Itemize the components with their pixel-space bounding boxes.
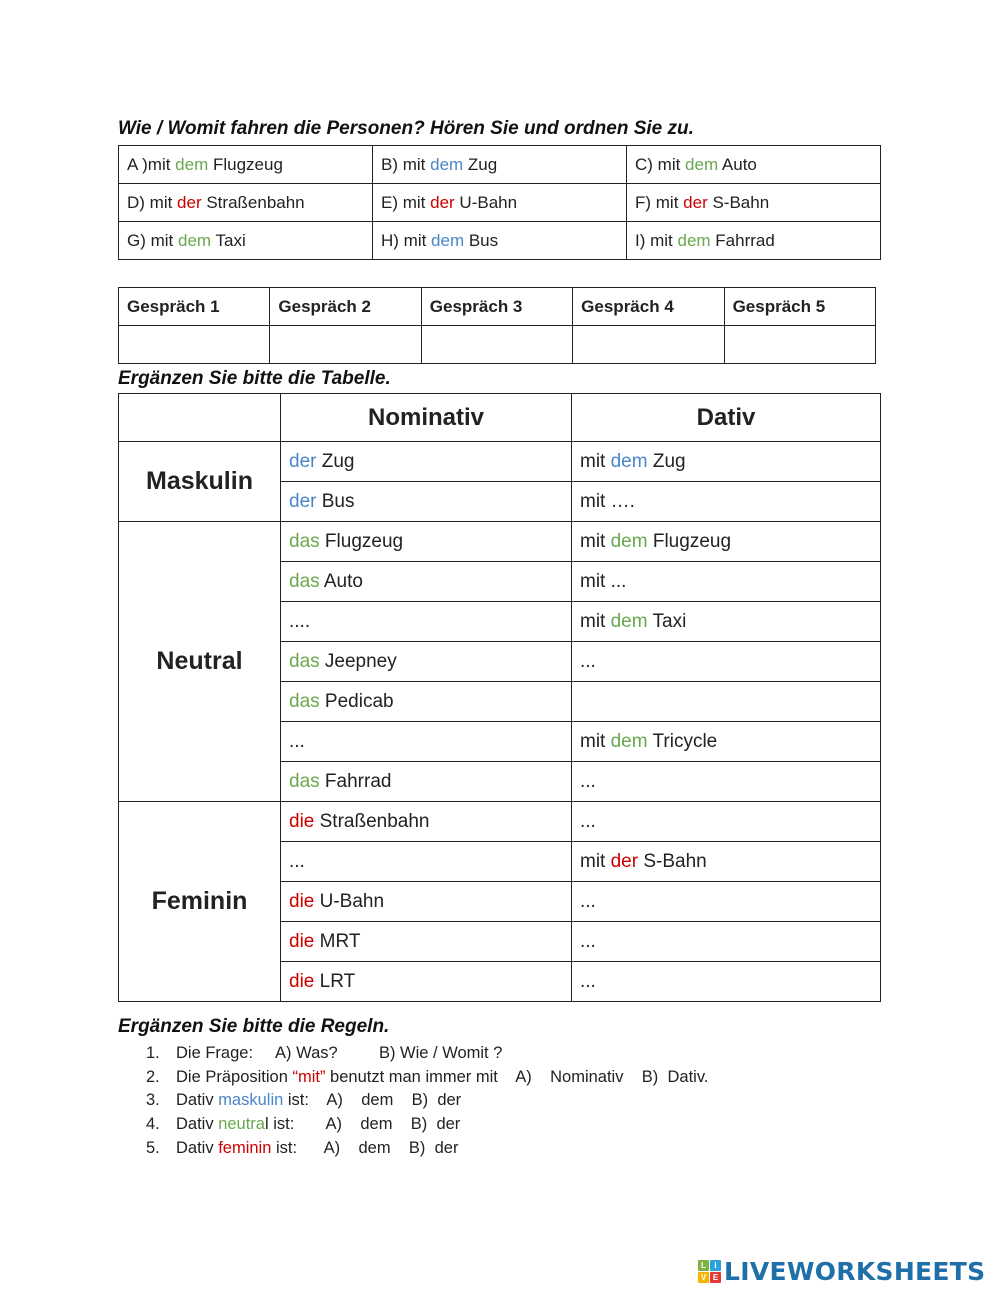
option-article: der [430, 192, 455, 212]
option-noun: Straßenbahn [201, 192, 305, 212]
nominativ-cell[interactable] [281, 682, 572, 722]
section1-title: Wie / Womit fahren die Personen? Hören Sie und ordnen Sie zu. [118, 118, 694, 139]
rule-text: Die Frage: A) Was? B) Wie / Womit ? [176, 1044, 503, 1062]
dativ-article: der [610, 850, 639, 872]
conversation-answer-field[interactable] [270, 326, 421, 364]
dativ-prefix: ... [580, 930, 596, 952]
dativ-noun: Tricycle [647, 730, 718, 752]
nominativ-cell[interactable] [281, 442, 572, 482]
nominativ-cell[interactable] [281, 482, 572, 522]
gender-label: Maskulin [119, 442, 281, 522]
case-row [119, 442, 881, 482]
nominativ-noun: Straßenbahn [314, 810, 430, 832]
rule-item [146, 1137, 708, 1161]
rule-text: Dativ [176, 1138, 219, 1157]
conversation-header: Gespräch 3 [421, 288, 572, 326]
option-article: der [683, 192, 708, 212]
option-prefix: I) mit [635, 230, 678, 250]
rule-number: 1. [146, 1044, 160, 1062]
nominativ-article: das [289, 690, 320, 712]
conversation-header: Gespräch 1 [119, 288, 270, 326]
nominativ-noun: LRT [314, 970, 356, 992]
rule-text: l ist: A) dem B) der [264, 1115, 461, 1134]
rule-item [146, 1042, 708, 1066]
nominativ-cell[interactable] [281, 802, 572, 842]
dativ-cell[interactable] [572, 922, 881, 962]
conversation-answer-table [118, 287, 876, 364]
dativ-cell[interactable] [572, 562, 881, 602]
nominativ-article: die [289, 810, 315, 832]
conversation-answer-field[interactable] [724, 326, 875, 364]
option-noun: Taxi [211, 230, 246, 250]
nominativ-article: das [289, 570, 320, 592]
dativ-prefix: ... [580, 810, 596, 832]
dativ-article: dem [610, 610, 648, 632]
rule-item [146, 1113, 708, 1137]
header-nominativ: Nominativ [281, 394, 572, 442]
case-row [119, 802, 881, 842]
dativ-cell[interactable] [572, 722, 881, 762]
option-cell [119, 146, 373, 184]
nominativ-noun: Bus [316, 490, 355, 512]
header-empty-cell [119, 394, 281, 442]
option-prefix: B) mit [381, 154, 431, 174]
rule-number: 4. [146, 1115, 160, 1134]
nominativ-article: der [289, 450, 317, 472]
dativ-prefix: mit [580, 610, 611, 632]
dativ-prefix: mit [580, 850, 611, 872]
nominativ-noun: Pedicab [319, 690, 394, 712]
option-article: dem [175, 154, 209, 174]
case-row [119, 522, 881, 562]
nominativ-article: die [289, 890, 315, 912]
liveworksheets-logo-icon [698, 1260, 721, 1283]
dativ-cell[interactable] [572, 442, 881, 482]
nominativ-article: die [289, 970, 315, 992]
option-article: dem [685, 154, 719, 174]
conversation-answer-field[interactable] [573, 326, 724, 364]
header-dativ: Dativ [572, 394, 881, 442]
dativ-cell[interactable] [572, 602, 881, 642]
option-noun: S-Bahn [707, 192, 770, 212]
option-prefix: H) mit [381, 230, 432, 250]
option-prefix: C) mit [635, 154, 686, 174]
transport-options-table [118, 145, 881, 260]
nominativ-cell[interactable] [281, 962, 572, 1002]
option-noun: Flugzeug [208, 154, 283, 174]
dativ-article: dem [610, 450, 648, 472]
option-prefix: A )mit [127, 154, 176, 174]
option-article: dem [431, 230, 465, 250]
logo-tile: I [710, 1260, 721, 1271]
rule-text: “mit” [292, 1067, 326, 1086]
nominativ-noun: ... [289, 730, 305, 752]
rule-text: ist: A) dem B) der [283, 1091, 462, 1110]
dativ-cell[interactable] [572, 802, 881, 842]
options-row [119, 222, 881, 260]
nominativ-article: das [289, 770, 320, 792]
options-row [119, 184, 881, 222]
dativ-prefix: mit …. [580, 490, 635, 512]
rule-number: 2. [146, 1067, 160, 1086]
dativ-cell[interactable] [572, 842, 881, 882]
option-cell [627, 222, 881, 260]
option-article: dem [178, 230, 212, 250]
nominativ-article: die [289, 930, 315, 952]
nominativ-noun: U-Bahn [314, 890, 385, 912]
nominativ-cell[interactable] [281, 762, 572, 802]
nominativ-cell[interactable] [281, 842, 572, 882]
dativ-prefix: ... [580, 970, 596, 992]
conversation-header: Gespräch 4 [573, 288, 724, 326]
nominativ-noun: ... [289, 850, 305, 872]
nominativ-cell[interactable] [281, 562, 572, 602]
option-cell [119, 184, 373, 222]
dativ-prefix: mit ... [580, 570, 627, 592]
logo-tile: E [710, 1272, 721, 1283]
option-noun: Bus [464, 230, 499, 250]
dativ-prefix: ... [580, 890, 596, 912]
gender-label: Neutral [119, 522, 281, 802]
dativ-noun: Flugzeug [647, 530, 732, 552]
option-noun: Zug [463, 154, 498, 174]
conversation-answer-field[interactable] [421, 326, 572, 364]
conversation-header: Gespräch 5 [724, 288, 875, 326]
option-prefix: E) mit [381, 192, 431, 212]
dativ-cell[interactable] [572, 682, 881, 722]
dativ-prefix: ... [580, 770, 596, 792]
option-prefix: G) mit [127, 230, 178, 250]
option-article: dem [677, 230, 711, 250]
option-noun: Fahrrad [710, 230, 775, 250]
nominativ-cell[interactable] [281, 642, 572, 682]
option-cell [627, 146, 881, 184]
options-row [119, 146, 881, 184]
dativ-noun: Zug [647, 450, 686, 472]
conversation-answer-row [119, 326, 876, 364]
rules-list [146, 1042, 708, 1160]
dativ-article: dem [610, 530, 648, 552]
rule-text: Dativ [176, 1091, 219, 1110]
rule-item [146, 1066, 708, 1090]
rule-text: benutzt man immer mit A) Nominativ B) Dativ. [325, 1067, 709, 1086]
nominativ-noun: .... [289, 610, 311, 632]
rule-text: Dativ [176, 1115, 219, 1134]
dativ-cell[interactable] [572, 522, 881, 562]
dativ-cell[interactable] [572, 882, 881, 922]
nominativ-article: das [289, 530, 320, 552]
case-table [118, 393, 881, 1002]
option-cell [373, 184, 627, 222]
nominativ-article: der [289, 490, 317, 512]
nominativ-cell[interactable] [281, 922, 572, 962]
conversation-header-row [119, 288, 876, 326]
option-noun: Auto [718, 154, 757, 174]
rule-number: 5. [146, 1138, 160, 1157]
case-table-header [119, 394, 881, 442]
conversation-answer-field[interactable] [119, 326, 270, 364]
option-article: dem [430, 154, 464, 174]
rule-item [146, 1089, 708, 1113]
section3-title: Ergänzen Sie bitte die Regeln. [118, 1016, 390, 1037]
dativ-prefix: mit [580, 730, 611, 752]
rule-text: maskulin [218, 1091, 284, 1110]
option-prefix: F) mit [635, 192, 684, 212]
option-cell [627, 184, 881, 222]
nominativ-noun: Fahrrad [319, 770, 392, 792]
dativ-article: dem [610, 730, 648, 752]
dativ-cell[interactable] [572, 642, 881, 682]
dativ-prefix: mit [580, 450, 611, 472]
dativ-cell[interactable] [572, 482, 881, 522]
rule-text: ist: A) dem B) der [271, 1138, 459, 1157]
rule-text: Die Präposition [176, 1067, 293, 1086]
nominativ-noun: Zug [316, 450, 355, 472]
nominativ-noun: Flugzeug [319, 530, 404, 552]
nominativ-noun: MRT [314, 930, 361, 952]
dativ-prefix: mit [580, 530, 611, 552]
nominativ-noun: Auto [319, 570, 363, 592]
conversation-header: Gespräch 2 [270, 288, 421, 326]
dativ-cell[interactable] [572, 762, 881, 802]
dativ-prefix: ... [580, 650, 596, 672]
dativ-noun: Taxi [647, 610, 687, 632]
dativ-cell[interactable] [572, 962, 881, 1002]
option-cell [119, 222, 373, 260]
nominativ-cell[interactable] [281, 722, 572, 762]
rule-text: feminin [218, 1138, 272, 1157]
option-cell [373, 222, 627, 260]
section2-title: Ergänzen Sie bitte die Tabelle. [118, 368, 391, 389]
nominativ-cell[interactable] [281, 882, 572, 922]
nominativ-article: das [289, 650, 320, 672]
gender-label: Feminin [119, 802, 281, 1002]
nominativ-noun: Jeepney [319, 650, 397, 672]
brand-name: LIVEWORKSHEETS [724, 1256, 986, 1286]
option-noun: U-Bahn [454, 192, 518, 212]
dativ-noun: S-Bahn [638, 850, 707, 872]
logo-tile: L [698, 1260, 709, 1271]
rule-text: neutra [218, 1115, 265, 1134]
option-article: der [177, 192, 202, 212]
logo-tile: V [698, 1272, 709, 1283]
option-prefix: D) mit [127, 192, 178, 212]
nominativ-cell[interactable] [281, 522, 572, 562]
brand-logo [698, 1256, 985, 1286]
option-cell [373, 146, 627, 184]
nominativ-cell[interactable] [281, 602, 572, 642]
rule-number: 3. [146, 1091, 160, 1110]
